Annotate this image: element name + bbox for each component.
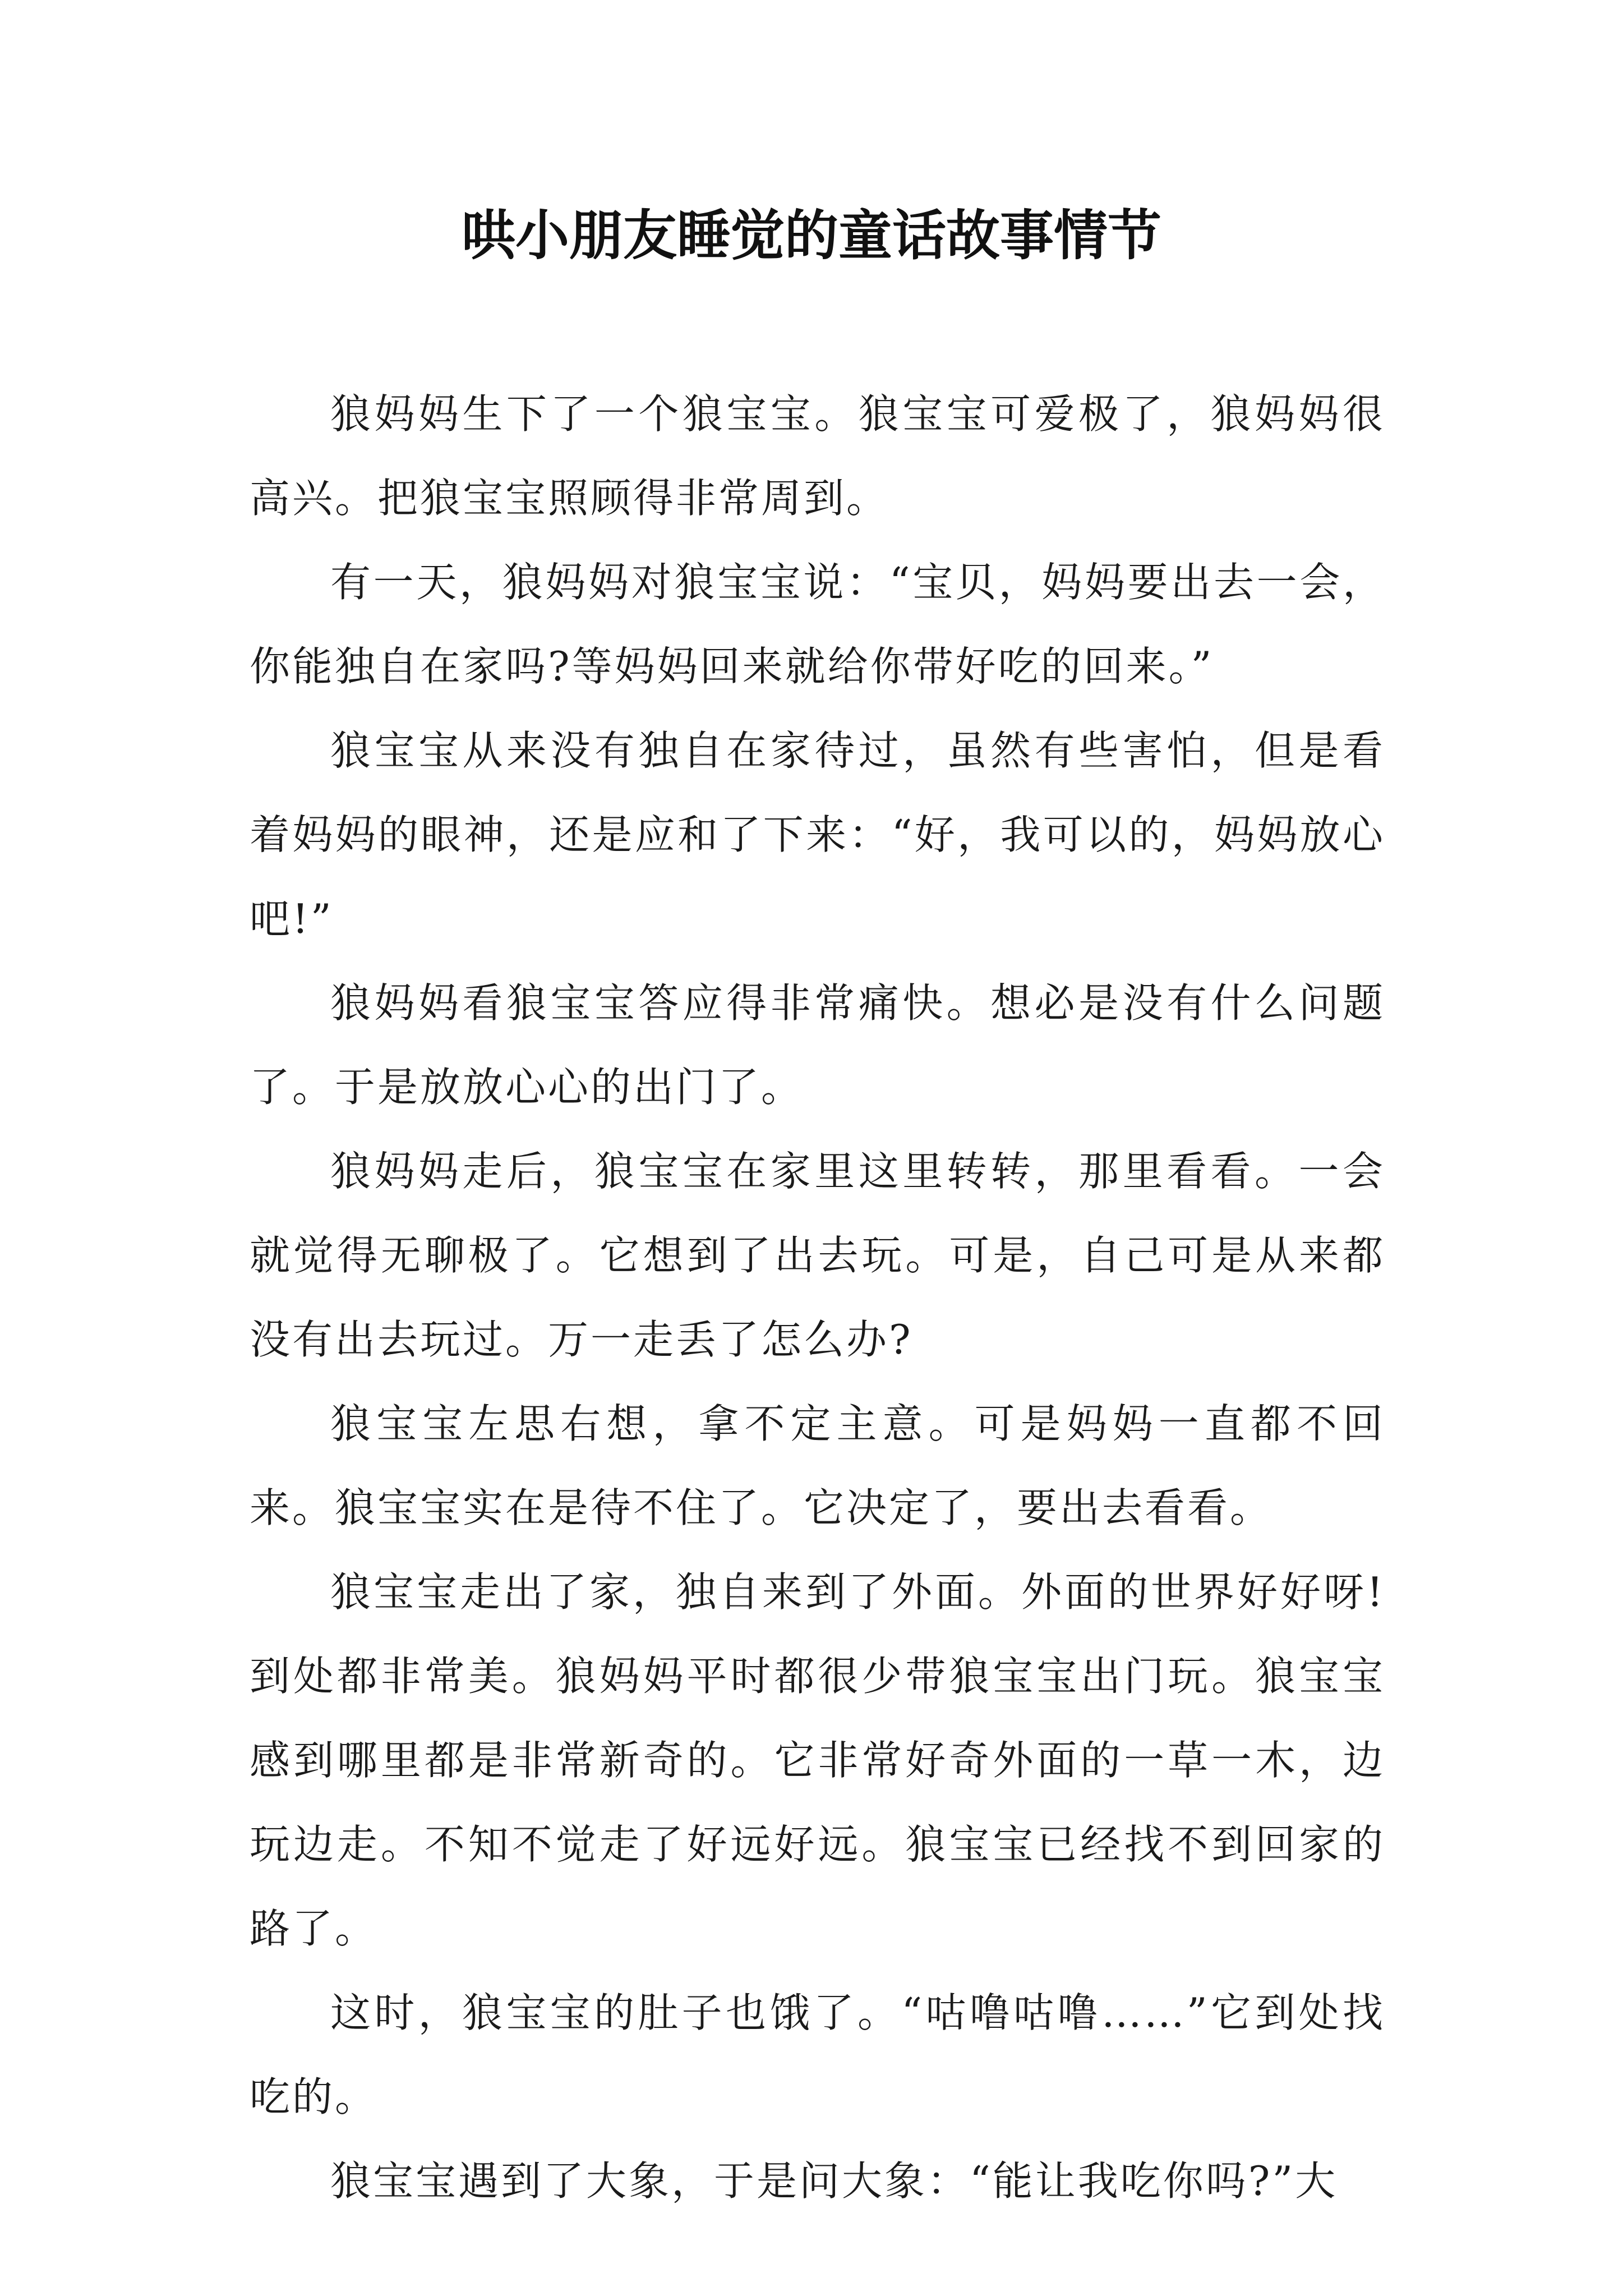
document-body xyxy=(250,372,1385,2223)
paragraph: 狼宝宝走出了家，独自来到了外面。外面的世界好好呀!到处都非常美。狼妈妈平时都很少带狼宝宝出门玩。狼宝宝感到哪里都是非常新奇的。它非常好奇外面的一草一木，边玩边走。不知不觉走了好远好远。狼宝宝已经找不到回家的路了。 xyxy=(250,1568,1385,1952)
paragraph: 狼宝宝遇到了大象，于是问大象：“能让我吃你吗?”大 xyxy=(330,2157,1338,2205)
paragraph: 狼宝宝从来没有独自在家待过，虽然有些害怕，但是看着妈妈的眼神，还是应和了下来：“好，我可以的，妈妈放心吧!” xyxy=(250,727,1385,942)
document-title: 哄小朋友睡觉的童话故事情节 xyxy=(462,204,1161,267)
paragraph: 狼妈妈生下了一个狼宝宝。狼宝宝可爱极了，狼妈妈很高兴。把狼宝宝照顾得非常周到。 xyxy=(250,390,1385,522)
paragraph: 这时，狼宝宝的肚子也饿了。“咕噜咕噜……”它到处找吃的。 xyxy=(250,1989,1385,2120)
paragraph: 狼宝宝左思右想，拿不定主意。可是妈妈一直都不回来。狼宝宝实在是待不住了。它决定了，要出去看看。 xyxy=(250,1400,1385,1531)
paragraph: 狼妈妈看狼宝宝答应得非常痛快。想必是没有什么问题了。于是放放心心的出门了。 xyxy=(250,979,1385,1111)
paragraph: 有一天，狼妈妈对狼宝宝说：“宝贝，妈妈要出去一会，你能独自在家吗?等妈妈回来就给你带好吃的回来。” xyxy=(250,559,1385,690)
paragraph: 狼妈妈走后，狼宝宝在家里这里转转，那里看看。一会就觉得无聊极了。它想到了出去玩。可是，自己可是从来都没有出去玩过。万一走丢了怎么办? xyxy=(250,1148,1385,1363)
